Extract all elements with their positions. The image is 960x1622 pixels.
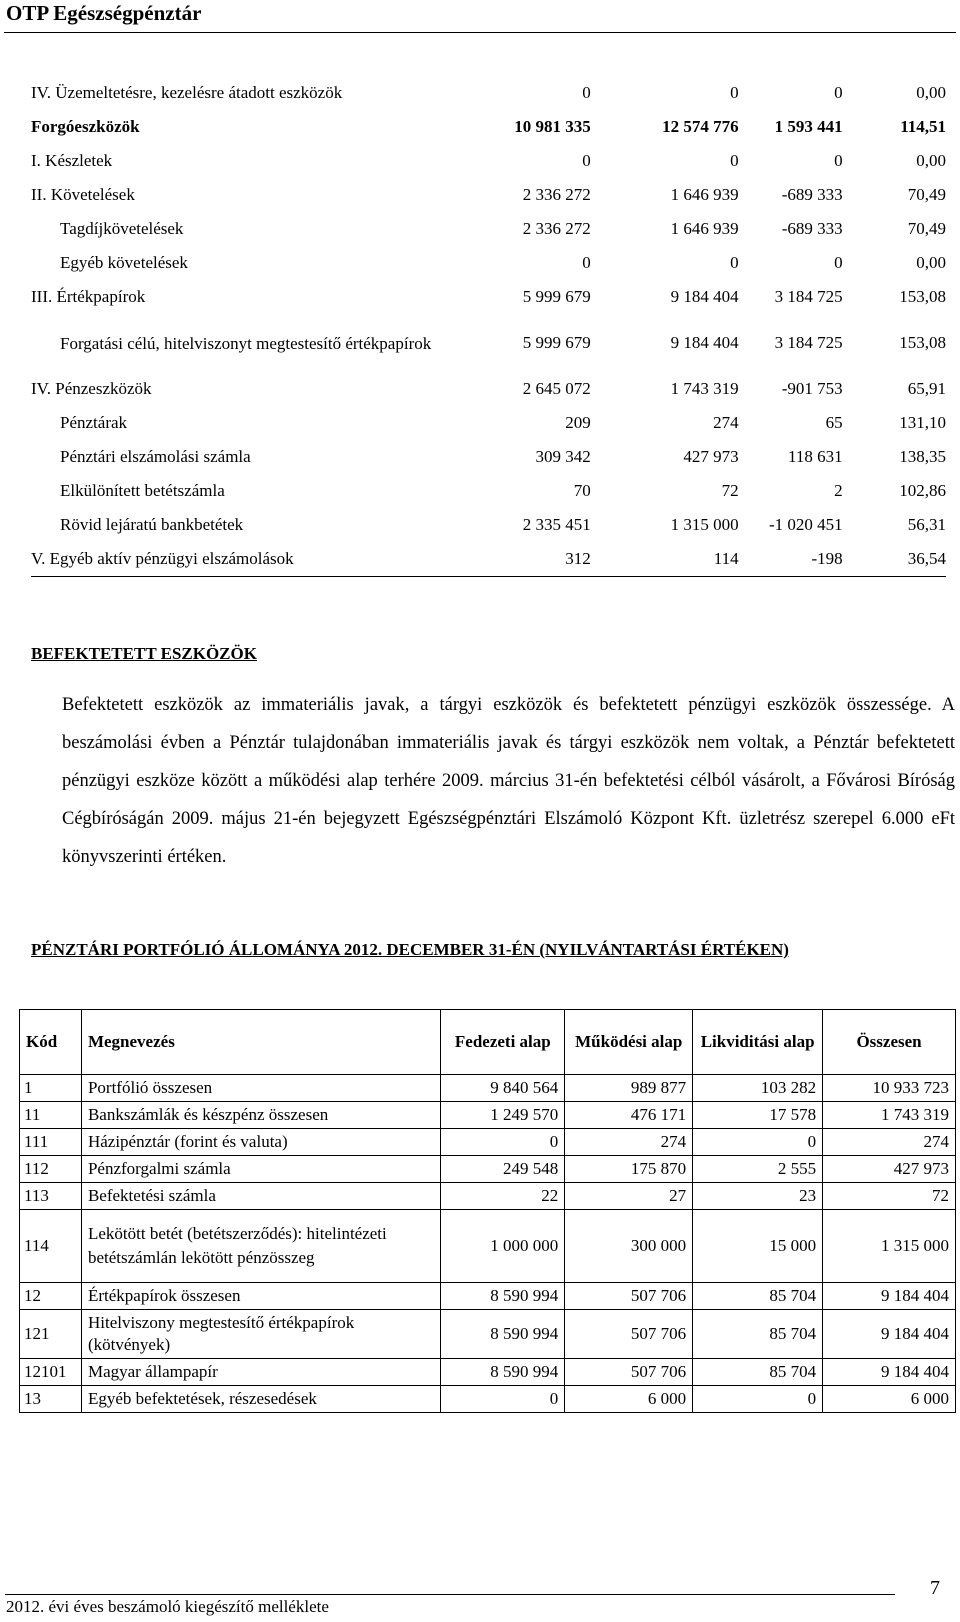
value-2: 0 xyxy=(730,83,739,102)
value-2: 12 574 776 xyxy=(662,117,739,136)
cell-kod: 11 xyxy=(20,1102,82,1129)
value-4: 70,49 xyxy=(907,219,946,238)
cell-name: Portfólió összesen xyxy=(81,1075,440,1102)
value-2: 72 xyxy=(721,481,739,500)
value-3: 1 593 441 xyxy=(774,117,843,136)
value-4: 36,54 xyxy=(843,542,946,577)
page-number: 7 xyxy=(930,1577,940,1599)
value-4: 0,00 xyxy=(916,83,946,102)
value-2: 274 xyxy=(713,413,739,432)
cell-name: Magyar állampapír xyxy=(81,1359,440,1386)
value-1: 309 342 xyxy=(535,447,591,466)
value-3: 3 184 725 xyxy=(774,333,843,352)
table-row xyxy=(20,1156,956,1183)
row-label: Tagdíjkövetelések xyxy=(60,219,184,238)
cell-kod: 12 xyxy=(20,1283,82,1310)
value-2: 1 743 319 xyxy=(670,379,739,398)
value-4: 131,10 xyxy=(899,413,946,432)
cell-osszesen: 1 743 319 xyxy=(823,1102,956,1129)
cell-likviditasi: 85 704 xyxy=(693,1310,823,1359)
cell-kod: 12101 xyxy=(20,1359,82,1386)
value-3: 3 184 725 xyxy=(774,287,843,306)
section-paragraph: Befektetett eszközök az immateriális javak, a tárgyi eszközök és befektetett pénzügyi eszközök összessége. A beszámolási évben a Pénztár tulajdonában immateriális javak és tárgyi eszközök nem voltak, a Pénztár befektetett pénzügyi eszköze között a működési alap terhére 2009. március 31-én befektetési célból vásárolt, a Fővárosi Bíróság Cégbíróságán 2009. május 21-én bejegyzett Egészségpénztári Elszámoló Központ Kft. üzletrész szerepel 6.000 eFt könyvszerinti értéken. xyxy=(62,695,955,867)
value-2: 1 315 000 xyxy=(670,515,739,534)
row-label: Elkülönített betétszámla xyxy=(60,481,225,500)
value-3: -1 020 451 xyxy=(769,515,843,534)
value-4: 153,08 xyxy=(899,333,946,352)
cell-kod: 112 xyxy=(20,1156,82,1183)
table-row xyxy=(20,1310,956,1359)
cell-mukodesi: 27 xyxy=(565,1183,693,1210)
footer-text: 2012. évi éves beszámoló kiegészítő melléklete xyxy=(6,1597,329,1616)
cell-fedezeti: 22 xyxy=(441,1183,565,1210)
value-1: 5 999 679 xyxy=(522,287,591,306)
table-row xyxy=(31,440,946,474)
page-header xyxy=(4,0,956,33)
table-row xyxy=(31,372,946,406)
cell-osszesen: 9 184 404 xyxy=(823,1283,956,1310)
cell-name: Házipénztár (forint és valuta) xyxy=(81,1129,440,1156)
cell-mukodesi: 274 xyxy=(565,1129,693,1156)
table-row xyxy=(20,1386,956,1413)
row-label: Rövid lejáratú bankbetétek xyxy=(60,515,244,534)
value-4: 0,00 xyxy=(916,151,946,170)
header-fedezeti: Fedezeti alap xyxy=(441,1010,565,1075)
cell-mukodesi: 175 870 xyxy=(565,1156,693,1183)
row-label: III. Értékpapírok xyxy=(31,287,146,306)
value-4: 65,91 xyxy=(907,379,946,398)
cell-kod: 111 xyxy=(20,1129,82,1156)
section-title-befektetett: BEFEKTETETT ESZKÖZÖK xyxy=(31,644,257,663)
value-1: 0 xyxy=(582,151,591,170)
header-mukodesi: Működési alap xyxy=(565,1010,693,1075)
cell-mukodesi: 300 000 xyxy=(565,1210,693,1283)
value-3: -198 xyxy=(739,542,843,577)
value-2: 114 xyxy=(591,542,739,577)
cell-kod: 13 xyxy=(20,1386,82,1413)
value-2: 0 xyxy=(730,253,739,272)
row-label: II. Követelések xyxy=(31,185,135,204)
cell-name: Egyéb befektetések, részesedések xyxy=(81,1386,440,1413)
cell-mukodesi: 989 877 xyxy=(565,1075,693,1102)
value-1: 5 999 679 xyxy=(522,333,591,352)
cell-name: Értékpapírok összesen xyxy=(81,1283,440,1310)
value-2: 9 184 404 xyxy=(670,287,739,306)
cell-osszesen: 9 184 404 xyxy=(823,1310,956,1359)
value-4: 70,49 xyxy=(907,185,946,204)
value-2: 1 646 939 xyxy=(670,219,739,238)
header-megnevezes: Megnevezés xyxy=(81,1010,440,1075)
row-label: I. Készletek xyxy=(31,151,113,170)
cell-likviditasi: 17 578 xyxy=(693,1102,823,1129)
table-row xyxy=(20,1075,956,1102)
table-row xyxy=(31,76,946,110)
row-label: V. Egyéb aktív pénzügyi elszámolások xyxy=(31,542,443,577)
cell-kod: 121 xyxy=(20,1310,82,1359)
value-3: 0 xyxy=(834,151,843,170)
cell-name: Bankszámlák és készpénz összesen xyxy=(81,1102,440,1129)
cell-fedezeti: 1 249 570 xyxy=(441,1102,565,1129)
table-row xyxy=(31,406,946,440)
cell-osszesen: 9 184 404 xyxy=(823,1359,956,1386)
cell-fedezeti: 249 548 xyxy=(441,1156,565,1183)
cell-fedezeti: 8 590 994 xyxy=(441,1359,565,1386)
value-3: 0 xyxy=(834,253,843,272)
value-1: 312 xyxy=(443,542,591,577)
value-2: 0 xyxy=(730,151,739,170)
value-3: 2 xyxy=(834,481,843,500)
value-1: 209 xyxy=(565,413,591,432)
table-row xyxy=(31,474,946,508)
table-row xyxy=(20,1283,956,1310)
cell-fedezeti: 8 590 994 xyxy=(441,1283,565,1310)
value-4: 56,31 xyxy=(907,515,946,534)
value-4: 114,51 xyxy=(900,117,946,136)
cell-mukodesi: 507 706 xyxy=(565,1310,693,1359)
row-label: Egyéb követelések xyxy=(60,253,188,272)
row-label: Pénztári elszámolási számla xyxy=(60,447,251,466)
cell-likviditasi: 23 xyxy=(693,1183,823,1210)
portfolio-table xyxy=(19,1009,956,1413)
value-3: -901 753 xyxy=(781,379,843,398)
cell-fedezeti: 1 000 000 xyxy=(441,1210,565,1283)
cell-osszesen: 1 315 000 xyxy=(823,1210,956,1283)
cell-kod: 113 xyxy=(20,1183,82,1210)
table-row xyxy=(20,1129,956,1156)
table-row xyxy=(20,1183,956,1210)
cell-fedezeti: 9 840 564 xyxy=(441,1075,565,1102)
table-row xyxy=(20,1102,956,1129)
value-4: 153,08 xyxy=(899,287,946,306)
table-row xyxy=(31,178,946,212)
row-label: IV. Pénzeszközök xyxy=(31,379,152,398)
value-1: 2 336 272 xyxy=(522,219,591,238)
cell-osszesen: 10 933 723 xyxy=(823,1075,956,1102)
row-label: Pénztárak xyxy=(60,413,128,432)
value-4: 102,86 xyxy=(899,481,946,500)
header-osszesen: Összesen xyxy=(823,1010,956,1075)
cell-likviditasi: 0 xyxy=(693,1386,823,1413)
value-4: 138,35 xyxy=(899,447,946,466)
cell-osszesen: 6 000 xyxy=(823,1386,956,1413)
table-row xyxy=(31,212,946,246)
value-3: -689 333 xyxy=(781,219,843,238)
cell-mukodesi: 507 706 xyxy=(565,1283,693,1310)
value-1: 70 xyxy=(573,481,591,500)
cell-likviditasi: 0 xyxy=(693,1129,823,1156)
cell-kod: 114 xyxy=(20,1210,82,1283)
value-1: 0 xyxy=(582,83,591,102)
value-2: 1 646 939 xyxy=(670,185,739,204)
value-3: 65 xyxy=(825,413,843,432)
header-title: OTP Egészségpénztár xyxy=(6,1,202,25)
row-label: IV. Üzemeltetésre, kezelésre átadott eszközök xyxy=(31,83,343,102)
value-1: 0 xyxy=(582,253,591,272)
cell-mukodesi: 476 171 xyxy=(565,1102,693,1129)
cell-likviditasi: 103 282 xyxy=(693,1075,823,1102)
cell-osszesen: 427 973 xyxy=(823,1156,956,1183)
cell-likviditasi: 15 000 xyxy=(693,1210,823,1283)
value-3: 118 631 xyxy=(788,447,843,466)
value-1: 2 645 072 xyxy=(522,379,591,398)
row-label: Forgóeszközök xyxy=(31,117,140,136)
cell-fedezeti: 0 xyxy=(441,1386,565,1413)
value-2: 9 184 404 xyxy=(670,333,739,352)
cell-name: Hitelviszony megtestesítő értékpapírok (kötvények) xyxy=(81,1310,440,1359)
table-row xyxy=(31,280,946,314)
table-row xyxy=(31,508,946,542)
header-likviditasi: Likviditási alap xyxy=(693,1010,823,1075)
value-1: 2 335 451 xyxy=(522,515,591,534)
value-2: 427 973 xyxy=(683,447,739,466)
table-row xyxy=(31,246,946,280)
row-label: Forgatási célú, hitelviszonyt megtestesítő értékpapírok xyxy=(60,333,432,353)
cell-likviditasi: 85 704 xyxy=(693,1283,823,1310)
cell-kod: 1 xyxy=(20,1075,82,1102)
table-header-row xyxy=(20,1010,956,1075)
cell-likviditasi: 85 704 xyxy=(693,1359,823,1386)
value-4: 0,00 xyxy=(916,253,946,272)
value-1: 10 981 335 xyxy=(514,117,591,136)
value-1: 2 336 272 xyxy=(522,185,591,204)
value-3: 0 xyxy=(834,83,843,102)
table-row xyxy=(31,314,946,372)
balance-table xyxy=(31,76,946,577)
cell-likviditasi: 2 555 xyxy=(693,1156,823,1183)
cell-fedezeti: 0 xyxy=(441,1129,565,1156)
cell-mukodesi: 507 706 xyxy=(565,1359,693,1386)
table-row xyxy=(31,144,946,178)
cell-name: Befektetési számla xyxy=(81,1183,440,1210)
footer-divider xyxy=(5,1594,895,1595)
cell-name: Lekötött betét (betétszerződés): hitelintézeti betétszámlán lekötött pénzösszeg xyxy=(81,1210,440,1283)
cell-fedezeti: 8 590 994 xyxy=(441,1310,565,1359)
table-row xyxy=(31,110,946,144)
section-title-portfolio: PÉNZTÁRI PORTFÓLIÓ ÁLLOMÁNYA 2012. DECEMBER 31-ÉN (NYILVÁNTARTÁSI ÉRTÉKEN) xyxy=(31,940,789,959)
value-3: -689 333 xyxy=(781,185,843,204)
cell-mukodesi: 6 000 xyxy=(565,1386,693,1413)
cell-name: Pénzforgalmi számla xyxy=(81,1156,440,1183)
cell-osszesen: 72 xyxy=(823,1183,956,1210)
table-row xyxy=(31,542,946,577)
cell-osszesen: 274 xyxy=(823,1129,956,1156)
table-row xyxy=(20,1210,956,1283)
table-row xyxy=(20,1359,956,1386)
header-kod: Kód xyxy=(20,1010,82,1075)
